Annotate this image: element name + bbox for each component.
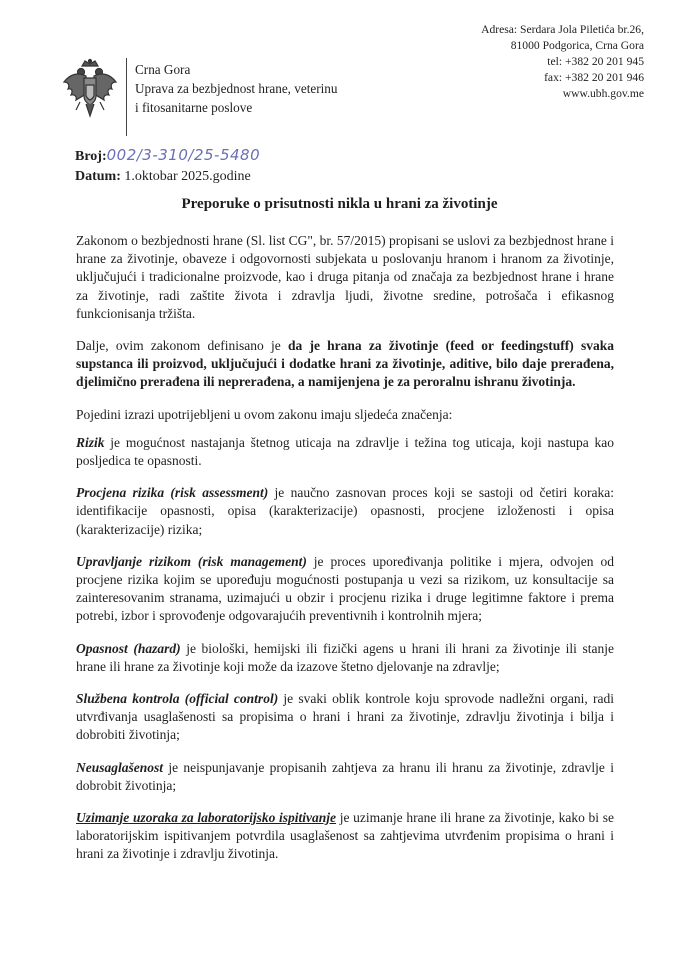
date-label: Datum: xyxy=(75,169,121,184)
definition-term: Upravljanje rizikom (risk management) xyxy=(76,553,307,569)
definition-text: je mogućnost nastajanja štetnog uticaja na zdravlje i težina tog uticaja, koji nastupa kao posljedica te opasnosti. xyxy=(76,434,614,469)
reference-number-row xyxy=(75,145,260,167)
date-value: 1.oktobar 2025.godine xyxy=(124,169,251,184)
definition-term: Uzimanje uzoraka za laboratorijsko ispitivanje xyxy=(76,810,337,826)
definition-text: je uzimanje hrane ili hrane za životinje, kako bi se laboratorijskim ispitivanjem potvrdila usaglašenost sa zahtjevima utvrđenim propisima o hrani i hrani za životinje i zdravlju životinja. xyxy=(76,810,614,862)
contact-fax: fax: +382 20 201 946 xyxy=(544,71,644,84)
definition-item xyxy=(76,809,614,864)
definition-term: Neusaglašenost xyxy=(76,759,164,775)
definition-text: je proces upoređivanja politike i mjera, odvojen od procjene rizika kojim se upoređuju mogućnosti postupanja u vezi sa rizikom, uz konsultacije sa zainteresovanim stranama, uzimajući u obzir i procjenu rizika i druge legitimne faktore i prema potrebi, izbor i sprovođenje odgovarajućih preventivnih i kontrolnih mjera; xyxy=(76,553,614,624)
document-meta xyxy=(75,145,260,187)
paragraph-intro: Zakonom o bezbjednosti hrane (Sl. list CG", br. 57/2015) propisani se uslovi za bezbjednost hrane i hrane za životinje, obaveze i odgovornosti subjekata u poslovanju hranom i hranom za životinje, uključujući i tradicionalne proizvode, kao i druga pitanja od značaja za bezbjednost hrane i hrane za životinje, radi zaštite života i zdravlja ljudi, životne sredine, potrošača i efikasnog funkcionisanja tržišta. xyxy=(76,233,614,321)
reference-number-label: Broj: xyxy=(75,149,107,164)
montenegro-coat-of-arms-icon xyxy=(60,58,120,120)
definition-item xyxy=(76,434,614,470)
org-line-country: Crna Gora xyxy=(135,62,191,77)
contact-phone: tel: +382 20 201 945 xyxy=(547,55,644,68)
definition-text: je svaki oblik kontrole koju sprovode nadležni organi, radi utvrđivanja usaglašenosti sa propisima o hrani i hrani za životinje, zdravlju životinja i bilja i dobrobiti životinja; xyxy=(76,691,614,743)
contact-address: Adresa: Serdara Jola Piletića br.26, xyxy=(481,23,644,36)
contact-city: 81000 Podgorica, Crna Gora xyxy=(510,39,644,52)
contact-website: www.ubh.gov.me xyxy=(562,87,644,100)
paragraph-terms-intro: Pojedini izrazi upotrijebljeni u ovom zakonu imaju sljedeća značenja: xyxy=(76,406,453,422)
definition-text: je biološki, hemijski ili fizički agens u hrani ili hrani za životinje ili stanje hrane ili hrane za životinje koji može da izazove štetno djelovanje na zdravlje; xyxy=(76,640,614,674)
document-body xyxy=(76,232,614,878)
paragraph-feed-bold: da je hrana za životinje (feed or feedingstuff) svaka supstanca ili proizvod, uključujući i dodatke hrani za životinje, aditive, bilo daje prerađena, djelimično prerađena ili neprerađena, a namijenjena je za peroralnu ishranu životinja. xyxy=(76,338,614,390)
definition-item xyxy=(76,759,614,795)
paragraph-feed-definition xyxy=(76,337,614,392)
definition-item xyxy=(76,484,614,539)
org-line-agency: Uprava za bezbjednost hrane, veterinu xyxy=(135,81,338,96)
definition-item xyxy=(76,690,614,745)
paragraph-feed-lead: Dalje, ovim zakonom definisano je xyxy=(76,338,288,354)
definitions-list xyxy=(76,434,614,864)
definition-term: Rizik xyxy=(76,434,105,450)
definition-term: Službena kontrola (official control) xyxy=(76,691,279,707)
date-row xyxy=(75,167,260,187)
definition-text: je neispunjavanje propisanih zahtjeva za hranu ili hranu za životinje, zdravlje i dobrobit životinja; xyxy=(76,759,614,793)
definition-item xyxy=(76,553,614,626)
definition-item xyxy=(76,640,614,676)
reference-number-value: 002/3-310/25-5480 xyxy=(106,146,261,164)
definition-term: Opasnost (hazard) xyxy=(76,640,181,656)
header-divider xyxy=(126,58,127,136)
organization-name xyxy=(135,60,337,117)
document-title: Preporuke o prisutnosti nikla u hrani za životinje xyxy=(181,196,498,212)
definition-term: Procjena rizika (risk assessment) xyxy=(76,485,269,501)
contact-block xyxy=(481,22,644,102)
definition-text: je naučno zasnovan proces koji se sastoji od četiri koraka: identifikacije opasnosti, opisa (karakterizacije) opasnosti, procjene izloženosti i opisa (karakterizacije) rizika; xyxy=(76,485,614,537)
org-line-agency-cont: i fitosanitarne poslove xyxy=(135,100,253,115)
